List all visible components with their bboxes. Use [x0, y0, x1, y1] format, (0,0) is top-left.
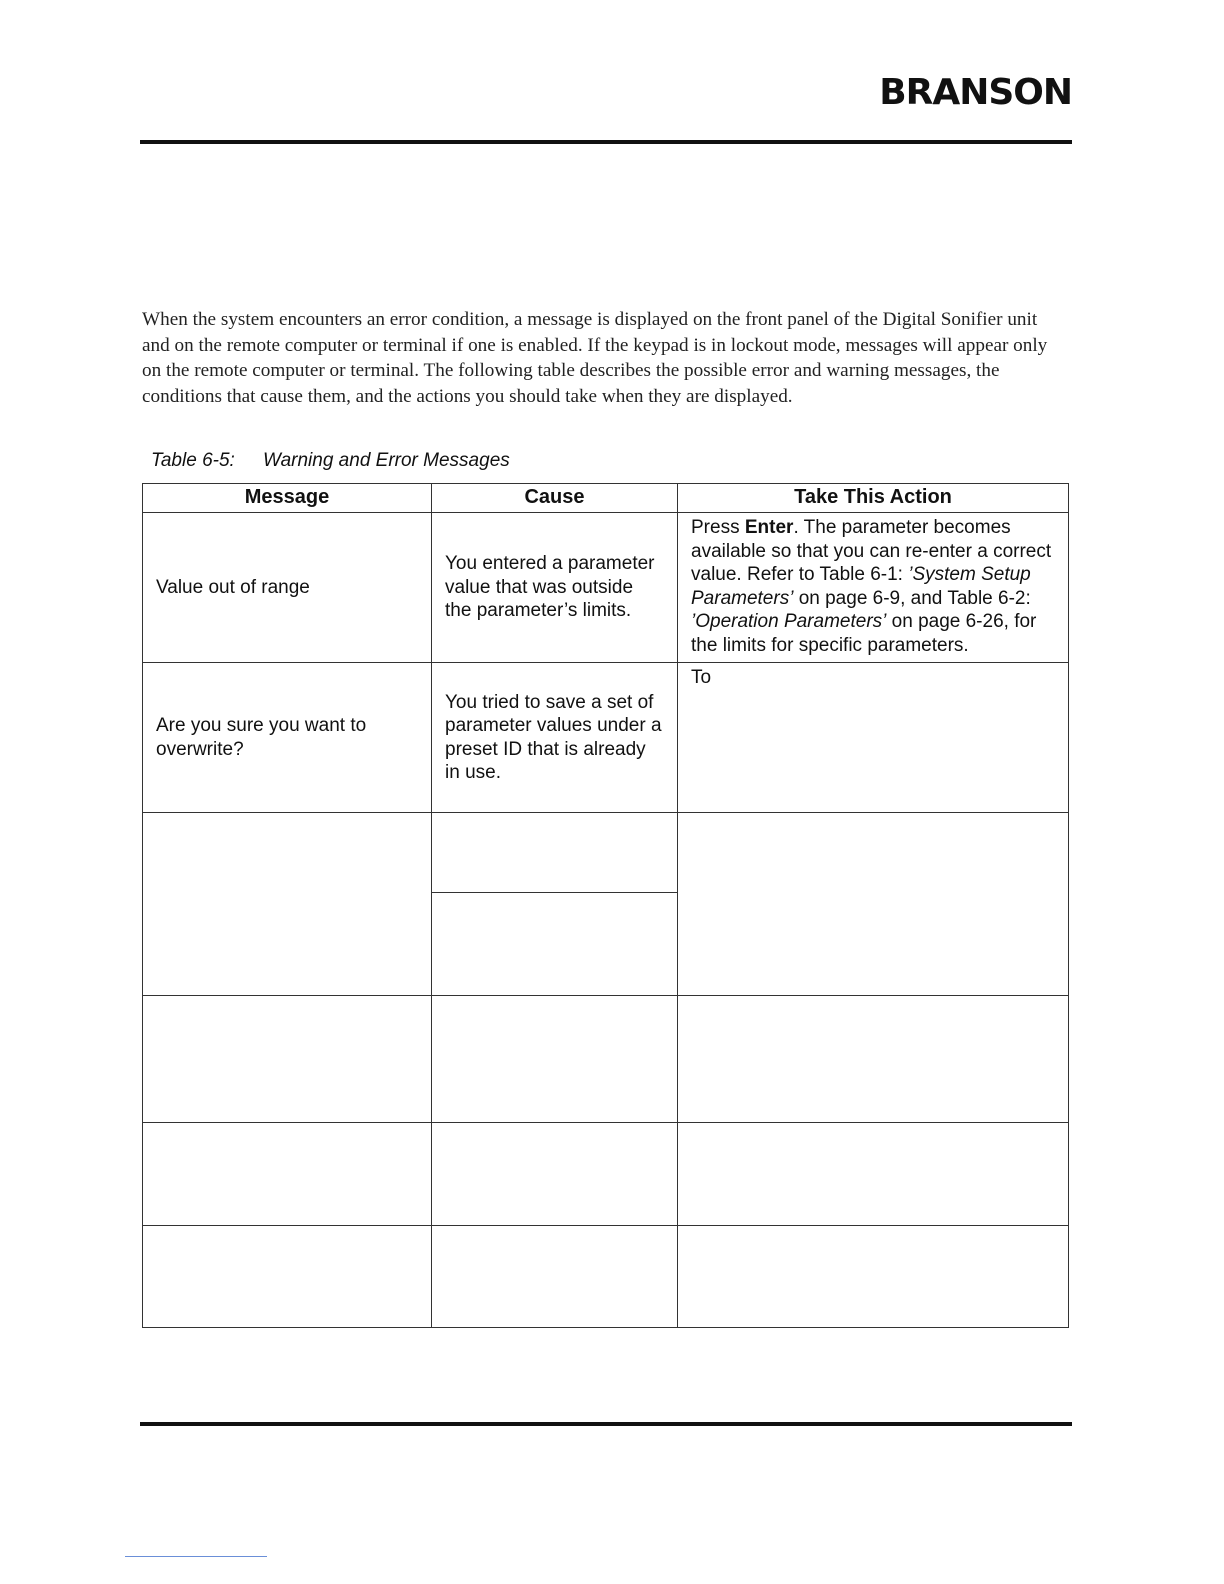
action-cell: To — [678, 663, 1069, 813]
table-caption — [151, 450, 510, 472]
cause-cell-empty — [432, 813, 678, 893]
table-row-empty — [143, 1226, 1069, 1328]
action-cell-empty — [678, 813, 1069, 996]
table-row-empty — [143, 996, 1069, 1123]
branson-logo: BRANSON — [879, 72, 1072, 113]
message-cell-empty — [143, 996, 432, 1123]
message-cell-empty — [143, 1226, 432, 1328]
cause-cell: You tried to save a set of parameter values under a preset ID that is already in use. — [432, 663, 678, 813]
message-cell: Are you sure you want to overwrite? — [143, 663, 432, 813]
table-row-empty — [143, 1123, 1069, 1226]
cause-cell-empty — [432, 1226, 678, 1328]
header-message: Message — [143, 484, 432, 513]
table-row — [143, 513, 1069, 663]
header-rule — [140, 140, 1072, 144]
enter-key-label: Enter — [744, 517, 794, 538]
cause-cell-empty — [432, 1123, 678, 1226]
table-caption-number: Table 6-5: — [151, 450, 235, 471]
action-cell-empty — [678, 1226, 1069, 1328]
table-header-row — [143, 484, 1069, 513]
cause-cell-empty — [432, 996, 678, 1123]
action-text: on page 6-26, for the limits for specific parameters. — [691, 611, 1037, 656]
cause-cell: You entered a parameter value that was outside the parameter’s limits. — [432, 513, 678, 663]
message-cell-empty — [143, 813, 432, 996]
table-row — [143, 663, 1069, 813]
footer-link-underline — [125, 1556, 267, 1557]
message-cell: Value out of range — [143, 513, 432, 663]
footer-rule — [140, 1422, 1072, 1426]
action-text: on page 6-9, and Table 6-2: — [793, 587, 1031, 609]
table-row-empty — [143, 813, 1069, 893]
action-cell-empty — [678, 1123, 1069, 1226]
table-reference: ’Operation Parameters’ — [691, 611, 887, 632]
table-reference: ’System Setup Parameters’ — [691, 564, 1031, 609]
action-text: Press — [691, 517, 745, 538]
header-action: Take This Action — [678, 484, 1069, 513]
intro-paragraph: When the system encounters an error condition, a message is displayed on the front panel of the Digital Sonifier unit and on the remote computer or terminal if one is enabled. If the keypad is in lockout mode, messages will appear only on the remote computer or terminal. The following table describes the possible error and warning messages, the conditions that cause them, and the actions you should take when they are displayed. — [142, 309, 1048, 407]
messages-table — [142, 483, 1069, 1328]
header-cause: Cause — [432, 484, 678, 513]
cause-cell-empty — [432, 893, 678, 996]
message-cell-empty — [143, 1123, 432, 1226]
action-text: . The parameter becomes available so that you can re-enter a correct value. Refer to Table 6-1: — [691, 517, 1052, 585]
action-cell-empty — [678, 996, 1069, 1123]
table-caption-title: Warning and Error Messages — [263, 450, 510, 471]
action-cell — [678, 513, 1069, 663]
